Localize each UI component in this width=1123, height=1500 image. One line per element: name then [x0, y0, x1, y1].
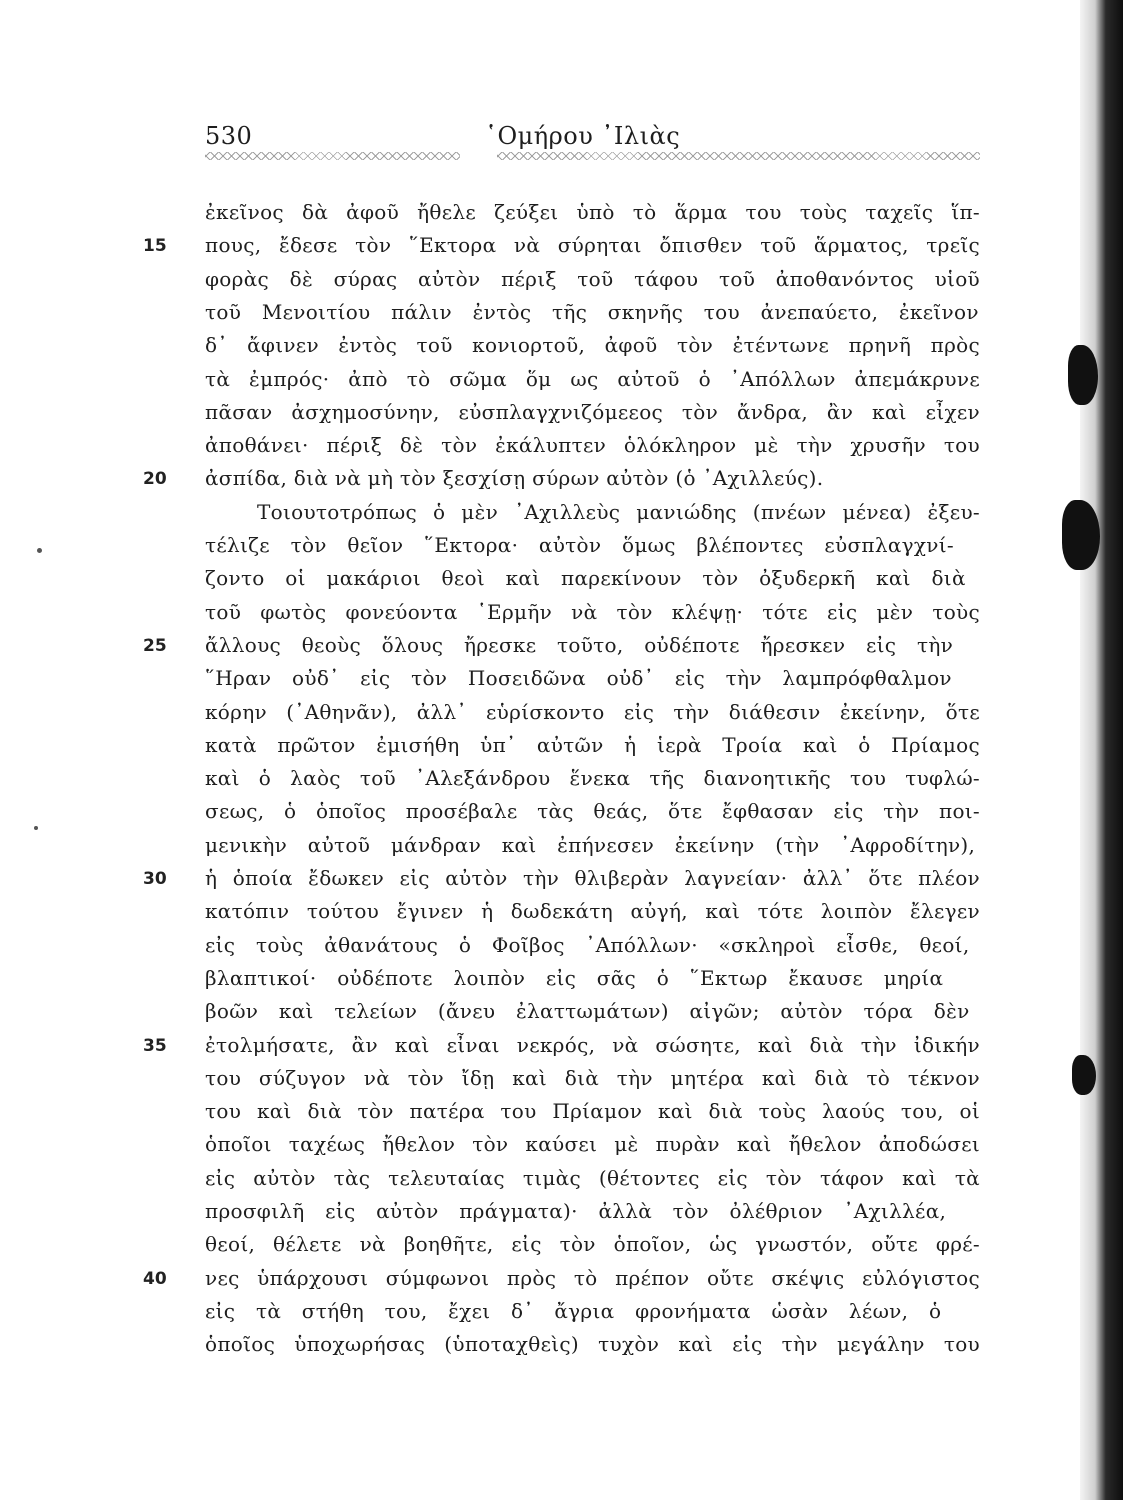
text-line: κατὰ πρῶτον ἐμισήθη ὑπ᾿ αὐτῶν ἡ ἱερὰ Τροία καὶ ὁ Πρίαμος [205, 732, 980, 757]
text-line: δ᾿ ἄφινεν ἐντὸς τοῦ κονιορτοῦ, ἀφοῦ τὸν ἐτέντωνε πρηνῆ πρὸς [205, 333, 980, 358]
text-line: ῞Ηραν οὐδ᾿ εἰς τὸν Ποσειδῶνα οὐδ᾿ εἰς τὴν λαμπρόφθαλμον [205, 666, 952, 691]
header-rule-left [205, 152, 460, 160]
text-line: θεοί, θέλετε νὰ βοηθῆτε, εἰς τὸν ὁποῖον, ὡς γνωστόν, οὔτε φρέ- [205, 1232, 980, 1257]
text-line: ἀσπίδα, διὰ νὰ μὴ τὸν ξεσχίσῃ σύρων αὐτὸν (ὁ ᾿Αχιλλεύς). [205, 466, 824, 491]
text-line: πους, ἔδεσε τὸν ῞Εκτορα νὰ σύρηται ὄπισθεν τοῦ ἅρματος, τρεῖς [205, 233, 980, 258]
text-line: μενικὴν αὐτοῦ μάνδραν καὶ ἐπήνεσεν ἐκείνην (τὴν ᾿Αφροδίτην), [205, 832, 976, 857]
page-number: 530 [205, 122, 253, 150]
text-line: εἰς τὰ στήθη του, ἔχει δ᾿ ἄγρια φρονήματα ὡσὰν λέων, ὁ [205, 1298, 942, 1323]
margin-line-number: 25 [143, 635, 167, 656]
header-rule-right [497, 152, 980, 160]
text-line: ἀποθάνει· πέριξ δὲ τὸν ἐκάλυπτεν ὁλόκληρον μὲ τὴν χρυσῆν του [205, 433, 980, 458]
ink-blot [1068, 345, 1098, 405]
text-line: βοῶν καὶ τελείων (ἄνευ ἐλαττωμάτων) αἰγῶν; αὐτὸν τόρα δὲν [205, 999, 970, 1024]
text-line: πᾶσαν ἀσχημοσύνην, εὐσπλαγχνιζόμεεος τὸν ἄνδρα, ἂν καὶ εἶχεν [205, 399, 980, 424]
text-line: εἰς τοὺς ἀθανάτους ὁ Φοῖβος ᾿Απόλλων· «σκληροὶ εἶσθε, θεοί, [205, 932, 970, 957]
paper-speck [34, 826, 38, 830]
text-line: φορὰς δὲ σύρας αὐτὸν πέριξ τοῦ τάφου τοῦ ἀποθανόντος υἱοῦ [205, 266, 980, 291]
text-line: Τοιουτοτρόπως ὁ μὲν ᾿Αχιλλεὺς μανιώδης (πνέων μένεα) ἐξευ- [257, 499, 980, 524]
text-line: ὁποῖος ὑποχωρήσας (ὑποταχθεὶς) τυχὸν καὶ εἰς τὴν μεγάλην του [205, 1332, 980, 1357]
margin-line-number: 15 [143, 236, 167, 257]
text-line: σεως, ὁ ὁποῖος προσέβαλε τὰς θεάς, ὅτε ἔφθασαν εἰς τὴν ποι- [205, 799, 980, 824]
ink-blot [1072, 1055, 1096, 1095]
text-line: τοῦ Μενοιτίου πάλιν ἐντὸς τῆς σκηνῆς του ἀνεπαύετο, ἐκεῖνον [205, 299, 979, 324]
margin-line-number: 40 [143, 1268, 167, 1289]
text-line: τὰ ἐμπρός· ἀπὸ τὸ σῶμα ὅμ ως αὐτοῦ ὁ ᾿Απόλλων ἀπεμάκρυνε [205, 366, 980, 391]
text-line: ἄλλους θεοὺς ὅλους ἤρεσκε τοῦτο, οὐδέποτε ἤρεσκεν εἰς τὴν [205, 632, 954, 657]
text-line: τοῦ φωτὸς φονεύοντα ῾Ερμῆν νὰ τὸν κλέψῃ· τότε εἰς μὲν τοὺς [205, 599, 980, 624]
page-edge-shadow [1080, 0, 1123, 1500]
text-line: ὁποῖοι ταχέως ἤθελον τὸν καύσει μὲ πυρὰν καὶ ἤθελον ἀποδώσει [205, 1132, 980, 1157]
margin-line-number: 35 [143, 1035, 167, 1056]
text-line: ζοντο οἱ μακάριοι θεοὶ καὶ παρεκίνουν τὸν ὀξυδερκῆ καὶ διὰ [205, 566, 966, 591]
text-line: προσφιλῆ εἰς αὐτὸν πράγματα)· ἀλλὰ τὸν ὀλέθριον ᾿Αχιλλέα, [205, 1199, 947, 1223]
text-line: του σύζυγον νὰ τὸν ἴδῃ καὶ διὰ τὴν μητέρα καὶ διὰ τὸ τέκνον [205, 1065, 980, 1090]
text-line: τέλιζε τὸν θεῖον ῞Εκτορα· αὐτὸν ὅμως βλέποντες εὐσπλαγχνί- [205, 533, 954, 557]
text-line: κόρην (᾿Αθηνᾶν), ἀλλ᾿ εὑρίσκοντο εἰς τὴν διάθεσιν ἐκείνην, ὅτε [205, 699, 980, 724]
running-title: ῾Ομήρου ᾿Ιλιὰς [485, 122, 681, 150]
text-line: βλαπτικοί· οὐδέποτε λοιπὸν εἰς σᾶς ὁ ῞Εκτωρ ἔκαυσε μηρία [205, 965, 944, 990]
text-line: ἐκεῖνος δὰ ἀφοῦ ἤθελε ζεύξει ὑπὸ τὸ ἅρμα του τοὺς ταχεῖς ἵπ- [205, 200, 980, 224]
text-line: ἐτολμήσατε, ἂν καὶ εἶναι νεκρός, νὰ σώσητε, καὶ διὰ τὴν ἰδικήν [205, 1032, 980, 1057]
ink-blot [1062, 500, 1100, 570]
margin-line-number: 20 [143, 469, 167, 490]
paper-speck [37, 548, 42, 553]
text-line: ἡ ὁποία ἔδωκεν εἰς αὐτὸν τὴν θλιβερὰν λαγνείαν· ἀλλ᾿ ὅτε πλέον [205, 866, 980, 890]
text-line: του καὶ διὰ τὸν πατέρα του Πρίαμον καὶ διὰ τοὺς λαούς του, οἱ [205, 1099, 980, 1124]
margin-line-number: 30 [143, 869, 167, 889]
text-line: κατόπιν τούτου ἔγινεν ἡ δωδεκάτη αὐγή, καὶ τότε λοιπὸν ἔλεγεν [205, 899, 980, 924]
text-line: νες ὑπάρχουσι σύμφωνοι πρὸς τὸ πρέπον οὔτε σκέψις εὐλόγιστος [205, 1265, 980, 1290]
text-line: εἰς αὐτὸν τὰς τελευταίας τιμὰς (θέτοντες εἰς τὸν τάφον καὶ τὰ [205, 1165, 980, 1190]
text-line: καὶ ὁ λαὸς τοῦ ᾿Αλεξάνδρου ἕνεκα τῆς διανοητικῆς του τυφλώ- [205, 766, 980, 791]
